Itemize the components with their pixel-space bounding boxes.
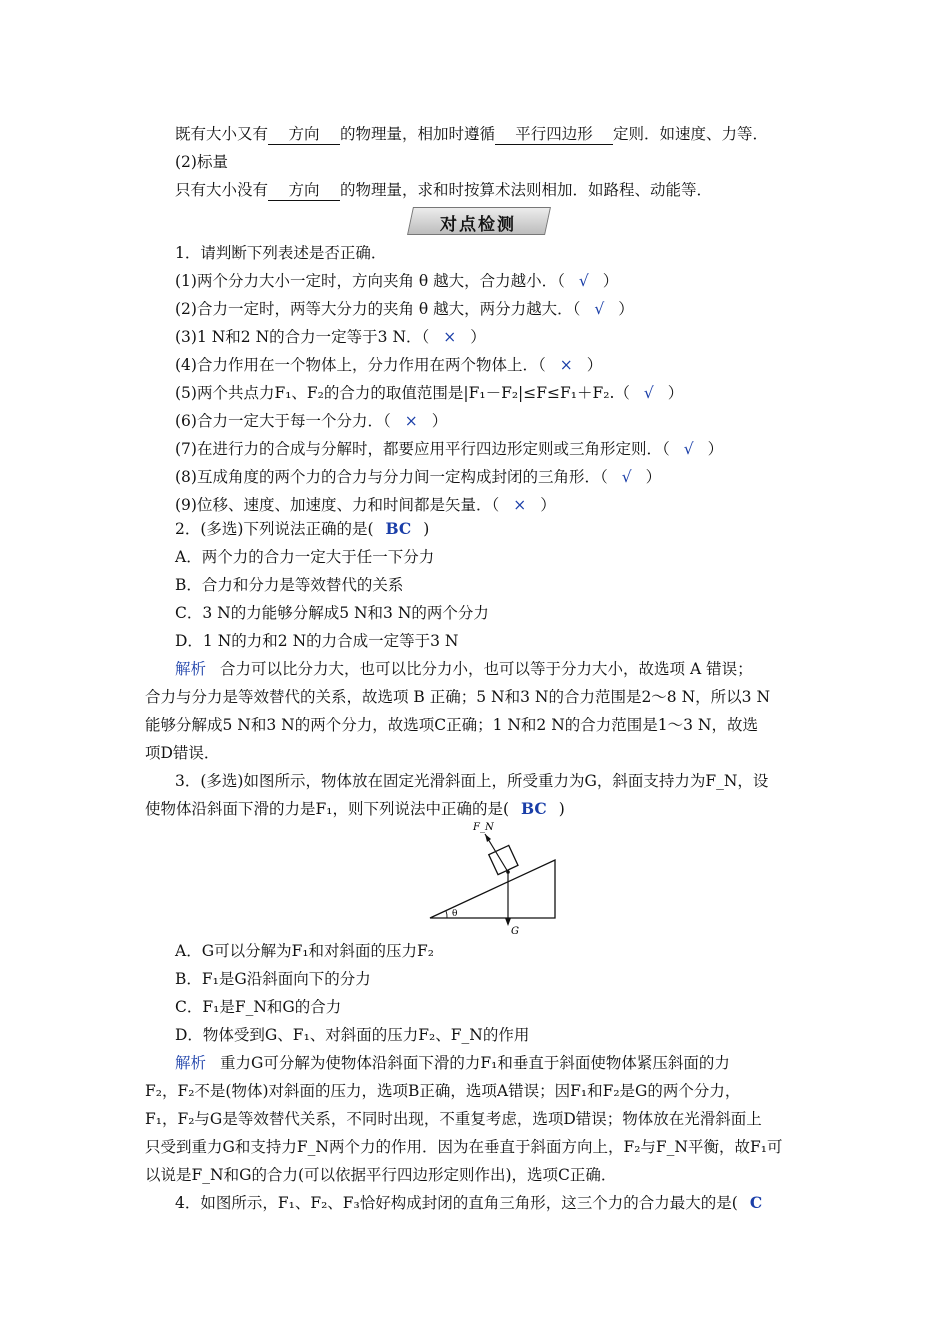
text: 既有大小又有 (175, 125, 269, 143)
judgment-mark: × (513, 496, 527, 514)
option-b: B．合力和分力是等效替代的关系 (175, 576, 404, 594)
question-1-stem: 1．请判断下列表述是否正确． (175, 244, 387, 262)
option-a: A．G可以分解为F₁和对斜面的压力F₂ (175, 942, 435, 960)
explanation-line: F₁，F₂与G是等效替代关系，不同时出现，不重复考虑，选项D错误；物体放在光滑斜面上 (145, 1110, 762, 1128)
explanation-line: F₂，F₂不是(物体)对斜面的压力，选项B正确，选项A错误；因F₁和F₂是G的两个分力， (145, 1082, 741, 1100)
explanation-line: 能够分解成5 N和3 N的两个分力，故选项C正确；1 N和2 N的合力范围是1～3 N，故选 (145, 716, 758, 734)
option-b: B．F₁是G沿斜面向下的分力 (175, 970, 371, 988)
judgment-item: (2)合力一定时，两等大分力的夹角 θ 越大，两分力越大．（ √ ） (175, 300, 634, 318)
scalar-definition-line: 只有大小没有 方向 的物理量，求和时按算术法则相加．如路程、动能等． (175, 181, 713, 199)
center-point (506, 870, 510, 874)
incline-triangle (430, 860, 555, 918)
explanation-line: 项D错误． (145, 744, 220, 762)
question-2-stem: 2．(多选)下列说法正确的是( BC ) (175, 519, 430, 538)
explanation-line: 只受到重力G和支持力F_N两个力的作用．因为在垂直于斜面方向上，F₂与F_N平衡，故F₁可 (145, 1138, 783, 1156)
question-3-stem: 3．(多选)如图所示，物体放在固定光滑斜面上，所受重力为G，斜面支持力为F_N，设 (175, 772, 769, 790)
answer-blank: 平行四边形 (495, 124, 613, 145)
answer: BC (385, 519, 412, 538)
arrowhead (485, 834, 491, 842)
option-a: A．两个力的合力一定大于任一下分力 (175, 548, 435, 566)
answer-blank: 方向 (268, 180, 340, 201)
block (489, 845, 518, 874)
option-c: C．3 N的力能够分解成5 N和3 N的两个分力 (175, 604, 489, 622)
judgment-item: (3)1 N和2 N的合力一定等于3 N．（ × ） (175, 328, 486, 346)
option-d: D．物体受到G、F₁、对斜面的压力F₂、F_N的作用 (175, 1026, 530, 1044)
label-weight: G (511, 926, 519, 937)
section-heading: 对点检测 (410, 207, 546, 235)
judgment-item: (1)两个分力大小一定时，方向夹角 θ 越大，合力越小．（ √ ） (175, 272, 619, 290)
angle-arc (446, 911, 447, 918)
judgment-mark: √ (621, 468, 632, 486)
judgment-mark: √ (683, 440, 694, 458)
explanation-line: 合力与分力是等效替代的关系，故选项 B 正确；5 N和3 N的合力范围是2～8 N，所以3 N (145, 688, 771, 706)
explanation-line: 解析 重力G可分解为使物体沿斜面下滑的力F₁和垂直于斜面使物体紧压斜面的力 (175, 1054, 730, 1072)
explanation-line: 解析 合力可以比分力大，也可以比分力小，也可以等于分力大小，故选项 A 错误； (175, 660, 753, 678)
judgment-mark: √ (578, 272, 589, 290)
label-normal-force: F_N (473, 822, 494, 833)
incline-diagram (425, 820, 565, 938)
option-c: C．F₁是F_N和G的合力 (175, 998, 342, 1016)
judgment-mark: √ (643, 384, 654, 402)
question-3-stem-line2: 使物体沿斜面下滑的力是F₁，则下列说法中正确的是( BC ) (145, 799, 565, 818)
answer-blank: 方向 (268, 124, 340, 145)
judgment-item: (6)合力一定大于每一个分力．（ × ） (175, 412, 448, 430)
explanation-label: 解析 (175, 1054, 207, 1072)
judgment-item: (7)在进行力的合成与分解时，都要应用平行四边形定则或三角形定则．（ √ ） (175, 440, 724, 458)
judgment-item: (9)位移、速度、加速度、力和时间都是矢量．（ × ） (175, 496, 556, 514)
explanation-line: 以说是F_N和G的合力(可以依据平行四边形定则作出)，选项C正确． (145, 1166, 617, 1184)
answer: BC (521, 799, 547, 818)
judgment-mark: √ (594, 300, 605, 318)
judgment-mark: × (443, 328, 457, 346)
judgment-item: (5)两个共点力F₁、F₂的合力的取值范围是|F₁－F₂|≤F≤F₁＋F₂.（ √ ） (175, 384, 684, 402)
vector-definition-line: 既有大小又有 方向 的物理量，相加时遵循 平行四边形 定则．如速度、力等． (175, 125, 769, 143)
arrowhead (505, 918, 511, 926)
judgment-item: (4)合力作用在一个物体上，分力作用在两个物体上．（ × ） (175, 356, 603, 374)
label-angle: θ (452, 909, 458, 919)
scalar-heading: (2)标量 (175, 153, 228, 171)
question-4-stem: 4．如图所示，F₁、F₂、F₃恰好构成封闭的直角三角形，这三个力的合力最大的是( C (175, 1193, 774, 1213)
judgment-mark: × (559, 356, 573, 374)
judgment-mark: × (404, 412, 418, 430)
explanation-label: 解析 (175, 660, 207, 678)
option-d: D．1 N的力和2 N的力合成一定等于3 N (175, 632, 459, 650)
answer: C (749, 1193, 763, 1212)
judgment-item: (8)互成角度的两个力的合力与分力间一定构成封闭的三角形．（ √ ） (175, 468, 662, 486)
